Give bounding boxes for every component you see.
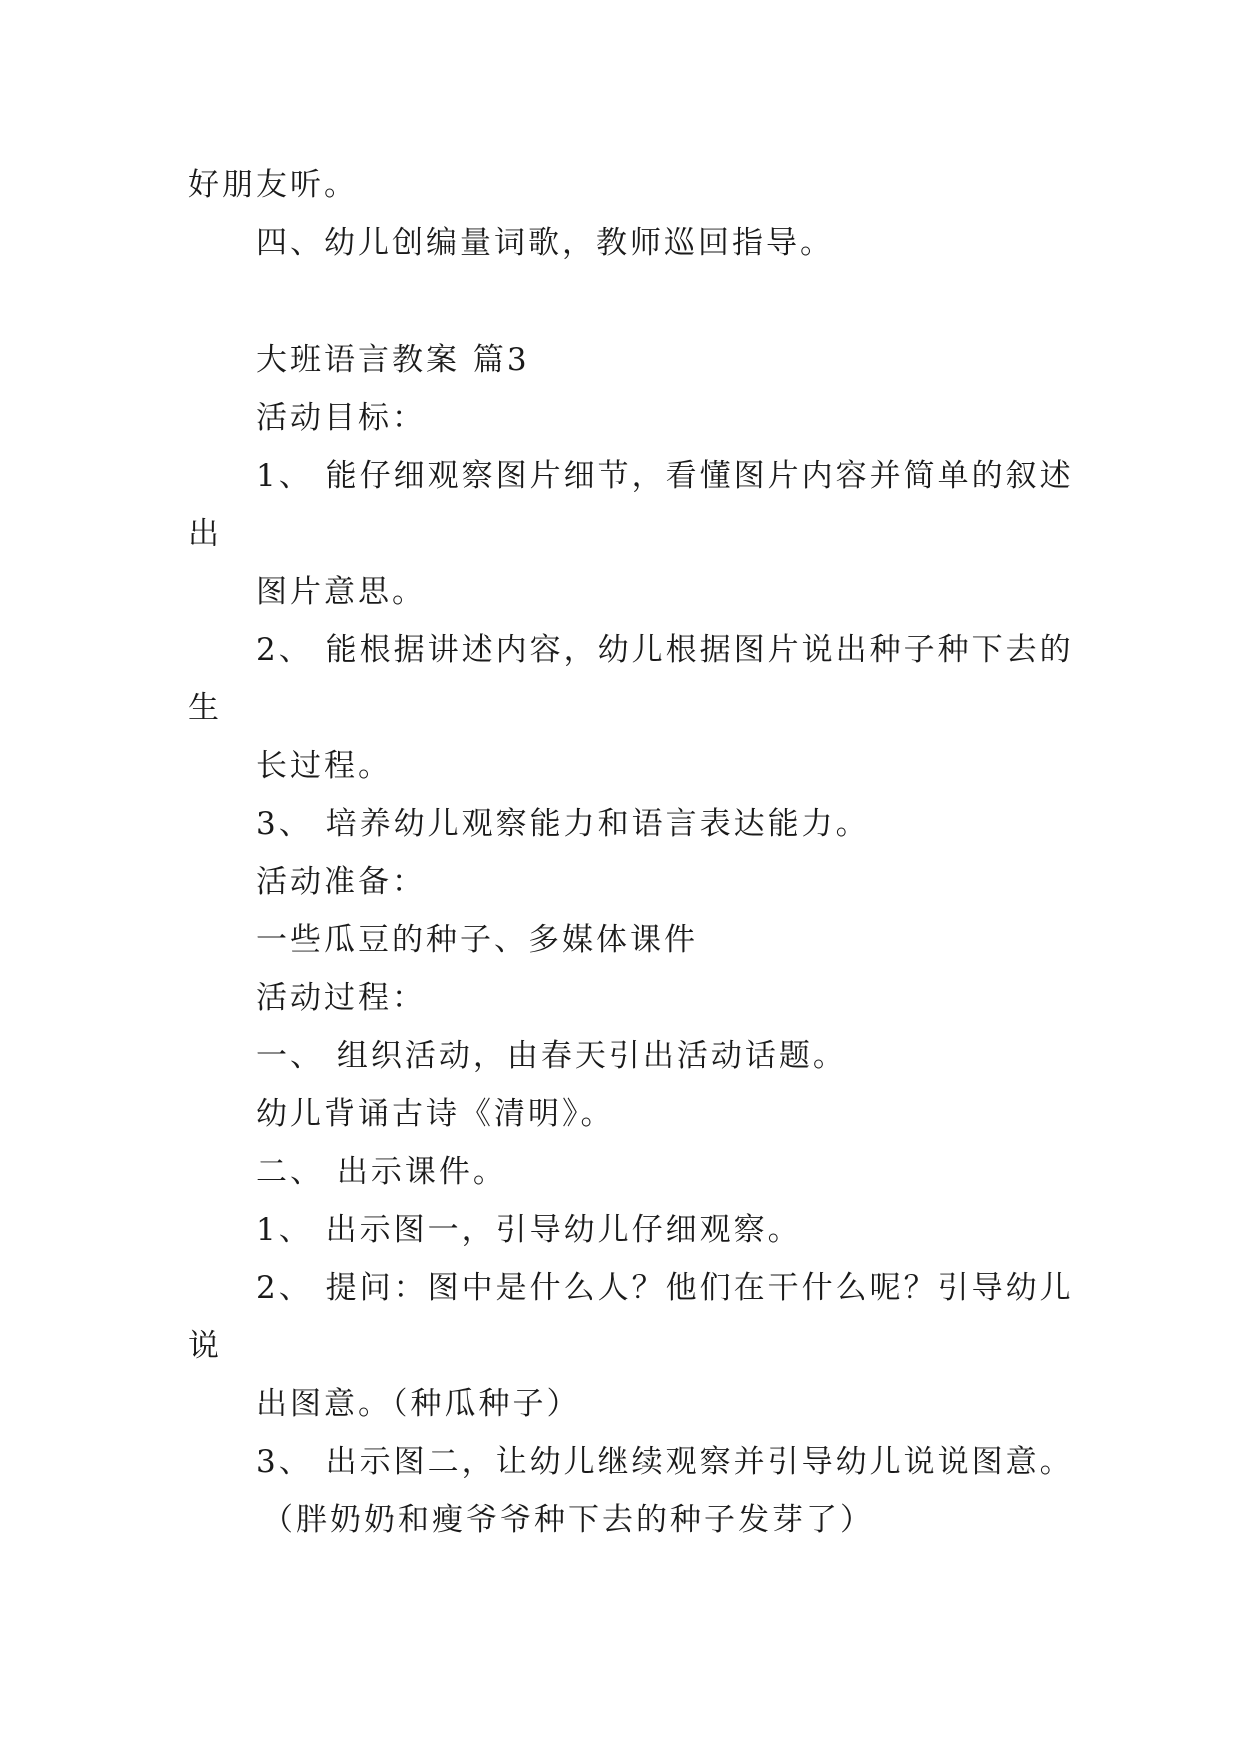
paragraph-line: 长过程。	[256, 748, 392, 784]
paragraph-line: 好朋友听。	[188, 167, 358, 203]
list-item: 3、 出示图二，让幼儿继续观察并引导幼儿说说图意。	[256, 1444, 1074, 1480]
list-item: 二、 出示课件。	[256, 1154, 507, 1190]
subheading: 活动目标：	[256, 400, 426, 436]
paragraph-line: 四、幼儿创编量词歌，教师巡回指导。	[256, 225, 834, 261]
paragraph-line: 出图意。（种瓜种子）	[256, 1386, 581, 1422]
list-item: 1、 出示图一，引导幼儿仔细观察。	[256, 1212, 802, 1248]
paragraph-line: 一些瓜豆的种子、多媒体课件	[256, 922, 698, 958]
paragraph-line: 说	[188, 1328, 222, 1364]
paragraph-line: 图片意思。	[256, 574, 426, 610]
list-item: 2、 提问：图中是什么人？他们在干什么呢？引导幼儿	[256, 1270, 1074, 1306]
list-item: 一、 组织活动，由春天引出活动话题。	[256, 1038, 847, 1074]
list-item: 3、 培养幼儿观察能力和语言表达能力。	[256, 806, 870, 842]
subheading: 活动过程：	[256, 980, 426, 1016]
section-title: 大班语言教案 篇3	[256, 342, 530, 378]
paragraph-line: 幼儿背诵古诗《清明》。	[256, 1096, 615, 1132]
subheading: 活动准备：	[256, 864, 426, 900]
paragraph-line: 出	[188, 516, 222, 552]
paragraph-line: （胖奶奶和瘦爷爷种下去的种子发芽了）	[262, 1502, 874, 1538]
paragraph-line: 生	[188, 690, 222, 726]
list-item: 2、 能根据讲述内容，幼儿根据图片说出种子种下去的	[256, 632, 1074, 668]
list-item: 1、 能仔细观察图片细节，看懂图片内容并简单的叙述	[256, 458, 1074, 494]
